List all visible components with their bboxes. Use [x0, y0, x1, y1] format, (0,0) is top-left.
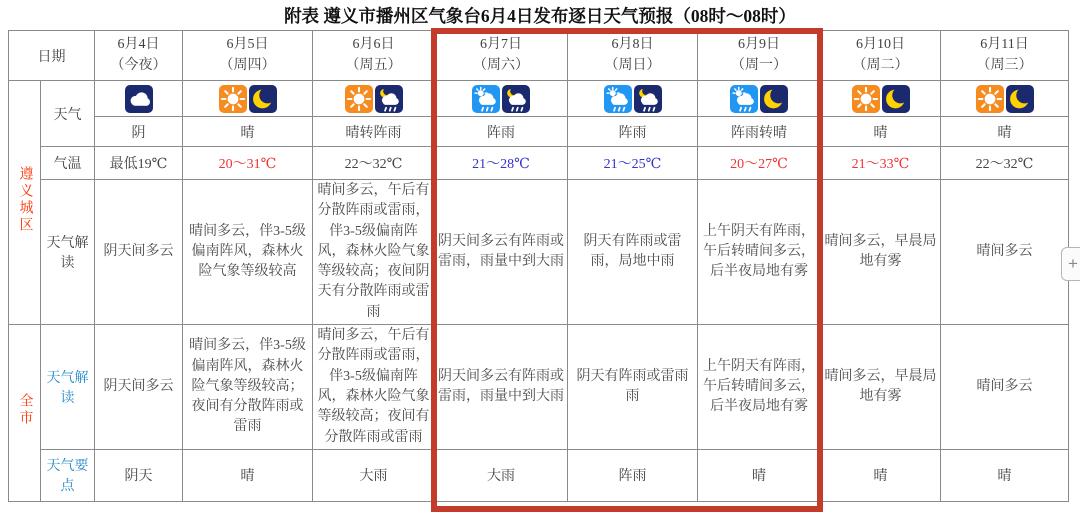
urban-interpretation-cell: 晴间多云: [941, 180, 1069, 325]
urban-interpretation-cell: 上午阴天有阵雨，午后转晴间多云，后半夜局地有雾: [698, 180, 821, 325]
city-interpretation-cell: 晴间多云: [941, 325, 1069, 450]
overcast-icon: [125, 85, 153, 113]
weather-text-cell: 阴: [95, 117, 183, 147]
urban-interpretation-cell: 晴间多云，午后有分散阵雨或雷雨，伴3-5级偏南阵风，森林火险气象等级较高；夜间阴天有分散阵雨或雷雨: [313, 180, 435, 325]
temp-cell: 20～27℃: [698, 147, 821, 180]
urban-interpretation-cell: 晴间多云，早晨局地有雾: [821, 180, 941, 325]
weather-text-cell: 晴转阵雨: [313, 117, 435, 147]
urban-interpretation-cell: 阴天间多云: [95, 180, 183, 325]
city-interpretation-cell: 晴间多云，午后有分散阵雨或雷雨，伴3-5级偏南阵风，森林火险气象等级较高；夜间有分散阵雨或雷雨: [313, 325, 435, 450]
city-interpretation-cell: 阴天间多云有阵雨或雷雨，雨量中到大雨: [435, 325, 568, 450]
temp-cell: 20～31℃: [183, 147, 313, 180]
day-rain-icon: [730, 85, 758, 113]
col-header-jun10: 6月10日 （周二）: [821, 31, 941, 81]
sun-icon: [345, 85, 373, 113]
city-interpretation-cell: 晴间多云，伴3-5级偏南阵风，森林火险气象等级较高；夜间有分散阵雨或雷雨: [183, 325, 313, 450]
moon-icon: [760, 85, 788, 113]
row-label-temperature: 气温: [41, 147, 95, 180]
moon-icon: [249, 85, 277, 113]
city-interpretation-row: [9, 325, 1069, 450]
urban-interpretation-cell: 阴天间多云有阵雨或雷雨，雨量中到大雨: [435, 180, 568, 325]
urban-interpretation-cell: 晴间多云，伴3-5级偏南阵风，森林火险气象等级较高: [183, 180, 313, 325]
col-header-jun4: 6月4日 （今夜）: [95, 31, 183, 81]
weather-text-cell: 阵雨: [435, 117, 568, 147]
temp-cell: 21～28℃: [435, 147, 568, 180]
moon-rain-icon: [375, 85, 403, 113]
weather-text-cell: 阵雨转晴: [698, 117, 821, 147]
weather-icon-cell: [821, 81, 941, 117]
date-header-cell: 日期: [9, 31, 95, 81]
weather-icon-cell: [941, 81, 1069, 117]
weather-text-cell: 晴: [941, 117, 1069, 147]
day-rain-icon: [472, 85, 500, 113]
key-point-cell: 晴: [821, 449, 941, 501]
weather-icons-row: [9, 81, 1069, 117]
moon-rain-icon: [634, 85, 662, 113]
temp-cell: 21～25℃: [568, 147, 698, 180]
key-point-cell: 阵雨: [568, 449, 698, 501]
weather-icon-cell: [435, 81, 568, 117]
weather-text-row: [9, 117, 1069, 147]
weather-icon-cell: [568, 81, 698, 117]
row-label-weather: 天气: [41, 81, 95, 147]
key-point-cell: 晴: [941, 449, 1069, 501]
temp-cell: 22～32℃: [313, 147, 435, 180]
key-point-cell: 晴: [183, 449, 313, 501]
key-points-row: [9, 449, 1069, 501]
weather-text-cell: 晴: [183, 117, 313, 147]
weather-text-cell: 阵雨: [568, 117, 698, 147]
row-label-key-points: 天气要点: [41, 449, 95, 501]
sun-icon: [852, 85, 880, 113]
moon-icon: [1006, 85, 1034, 113]
col-header-jun11: 6月11日 （周三）: [941, 31, 1069, 81]
key-point-cell: 大雨: [435, 449, 568, 501]
weather-icon-cell: [183, 81, 313, 117]
city-interpretation-cell: 晴间多云，早晨局地有雾: [821, 325, 941, 450]
temp-cell: 22～32℃: [941, 147, 1069, 180]
forecast-table: [8, 30, 1069, 502]
region-label-urban: 遵义城区: [9, 81, 41, 325]
col-header-jun5: 6月5日 （周四）: [183, 31, 313, 81]
col-header-jun9: 6月9日 （周一）: [698, 31, 821, 81]
temp-cell: 21～33℃: [821, 147, 941, 180]
urban-interpretation-row: [9, 180, 1069, 325]
city-interpretation-cell: 阴天有阵雨或雷雨雨: [568, 325, 698, 450]
key-point-cell: 阴天: [95, 449, 183, 501]
row-label-interpretation-urban: 天气解读: [41, 180, 95, 325]
weather-icon-cell: [95, 81, 183, 117]
sun-icon: [976, 85, 1004, 113]
weather-icon-cell: [698, 81, 821, 117]
expand-button[interactable]: +: [1061, 247, 1080, 281]
temperature-row: [9, 147, 1069, 180]
key-point-cell: 晴: [698, 449, 821, 501]
city-interpretation-cell: 阴天间多云: [95, 325, 183, 450]
header-row: [9, 31, 1069, 81]
moon-icon: [882, 85, 910, 113]
col-header-jun7: 6月7日 （周六）: [435, 31, 568, 81]
col-header-jun6: 6月6日 （周五）: [313, 31, 435, 81]
region-label-city: 全市: [9, 325, 41, 502]
key-point-cell: 大雨: [313, 449, 435, 501]
sun-icon: [219, 85, 247, 113]
day-rain-icon: [604, 85, 632, 113]
weather-text-cell: 晴: [821, 117, 941, 147]
moon-rain-icon: [502, 85, 530, 113]
row-label-interpretation-city: 天气解读: [41, 325, 95, 450]
urban-interpretation-cell: 阴天有阵雨或雷雨，局地中雨: [568, 180, 698, 325]
weather-icon-cell: [313, 81, 435, 117]
col-header-jun8: 6月8日 （周日）: [568, 31, 698, 81]
city-interpretation-cell: 上午阴天有阵雨，午后转晴间多云，后半夜局地有雾: [698, 325, 821, 450]
temp-cell: 最低19℃: [95, 147, 183, 180]
page-title: 附表 遵义市播州区气象台6月4日发布逐日天气预报（08时～08时）: [284, 6, 796, 26]
